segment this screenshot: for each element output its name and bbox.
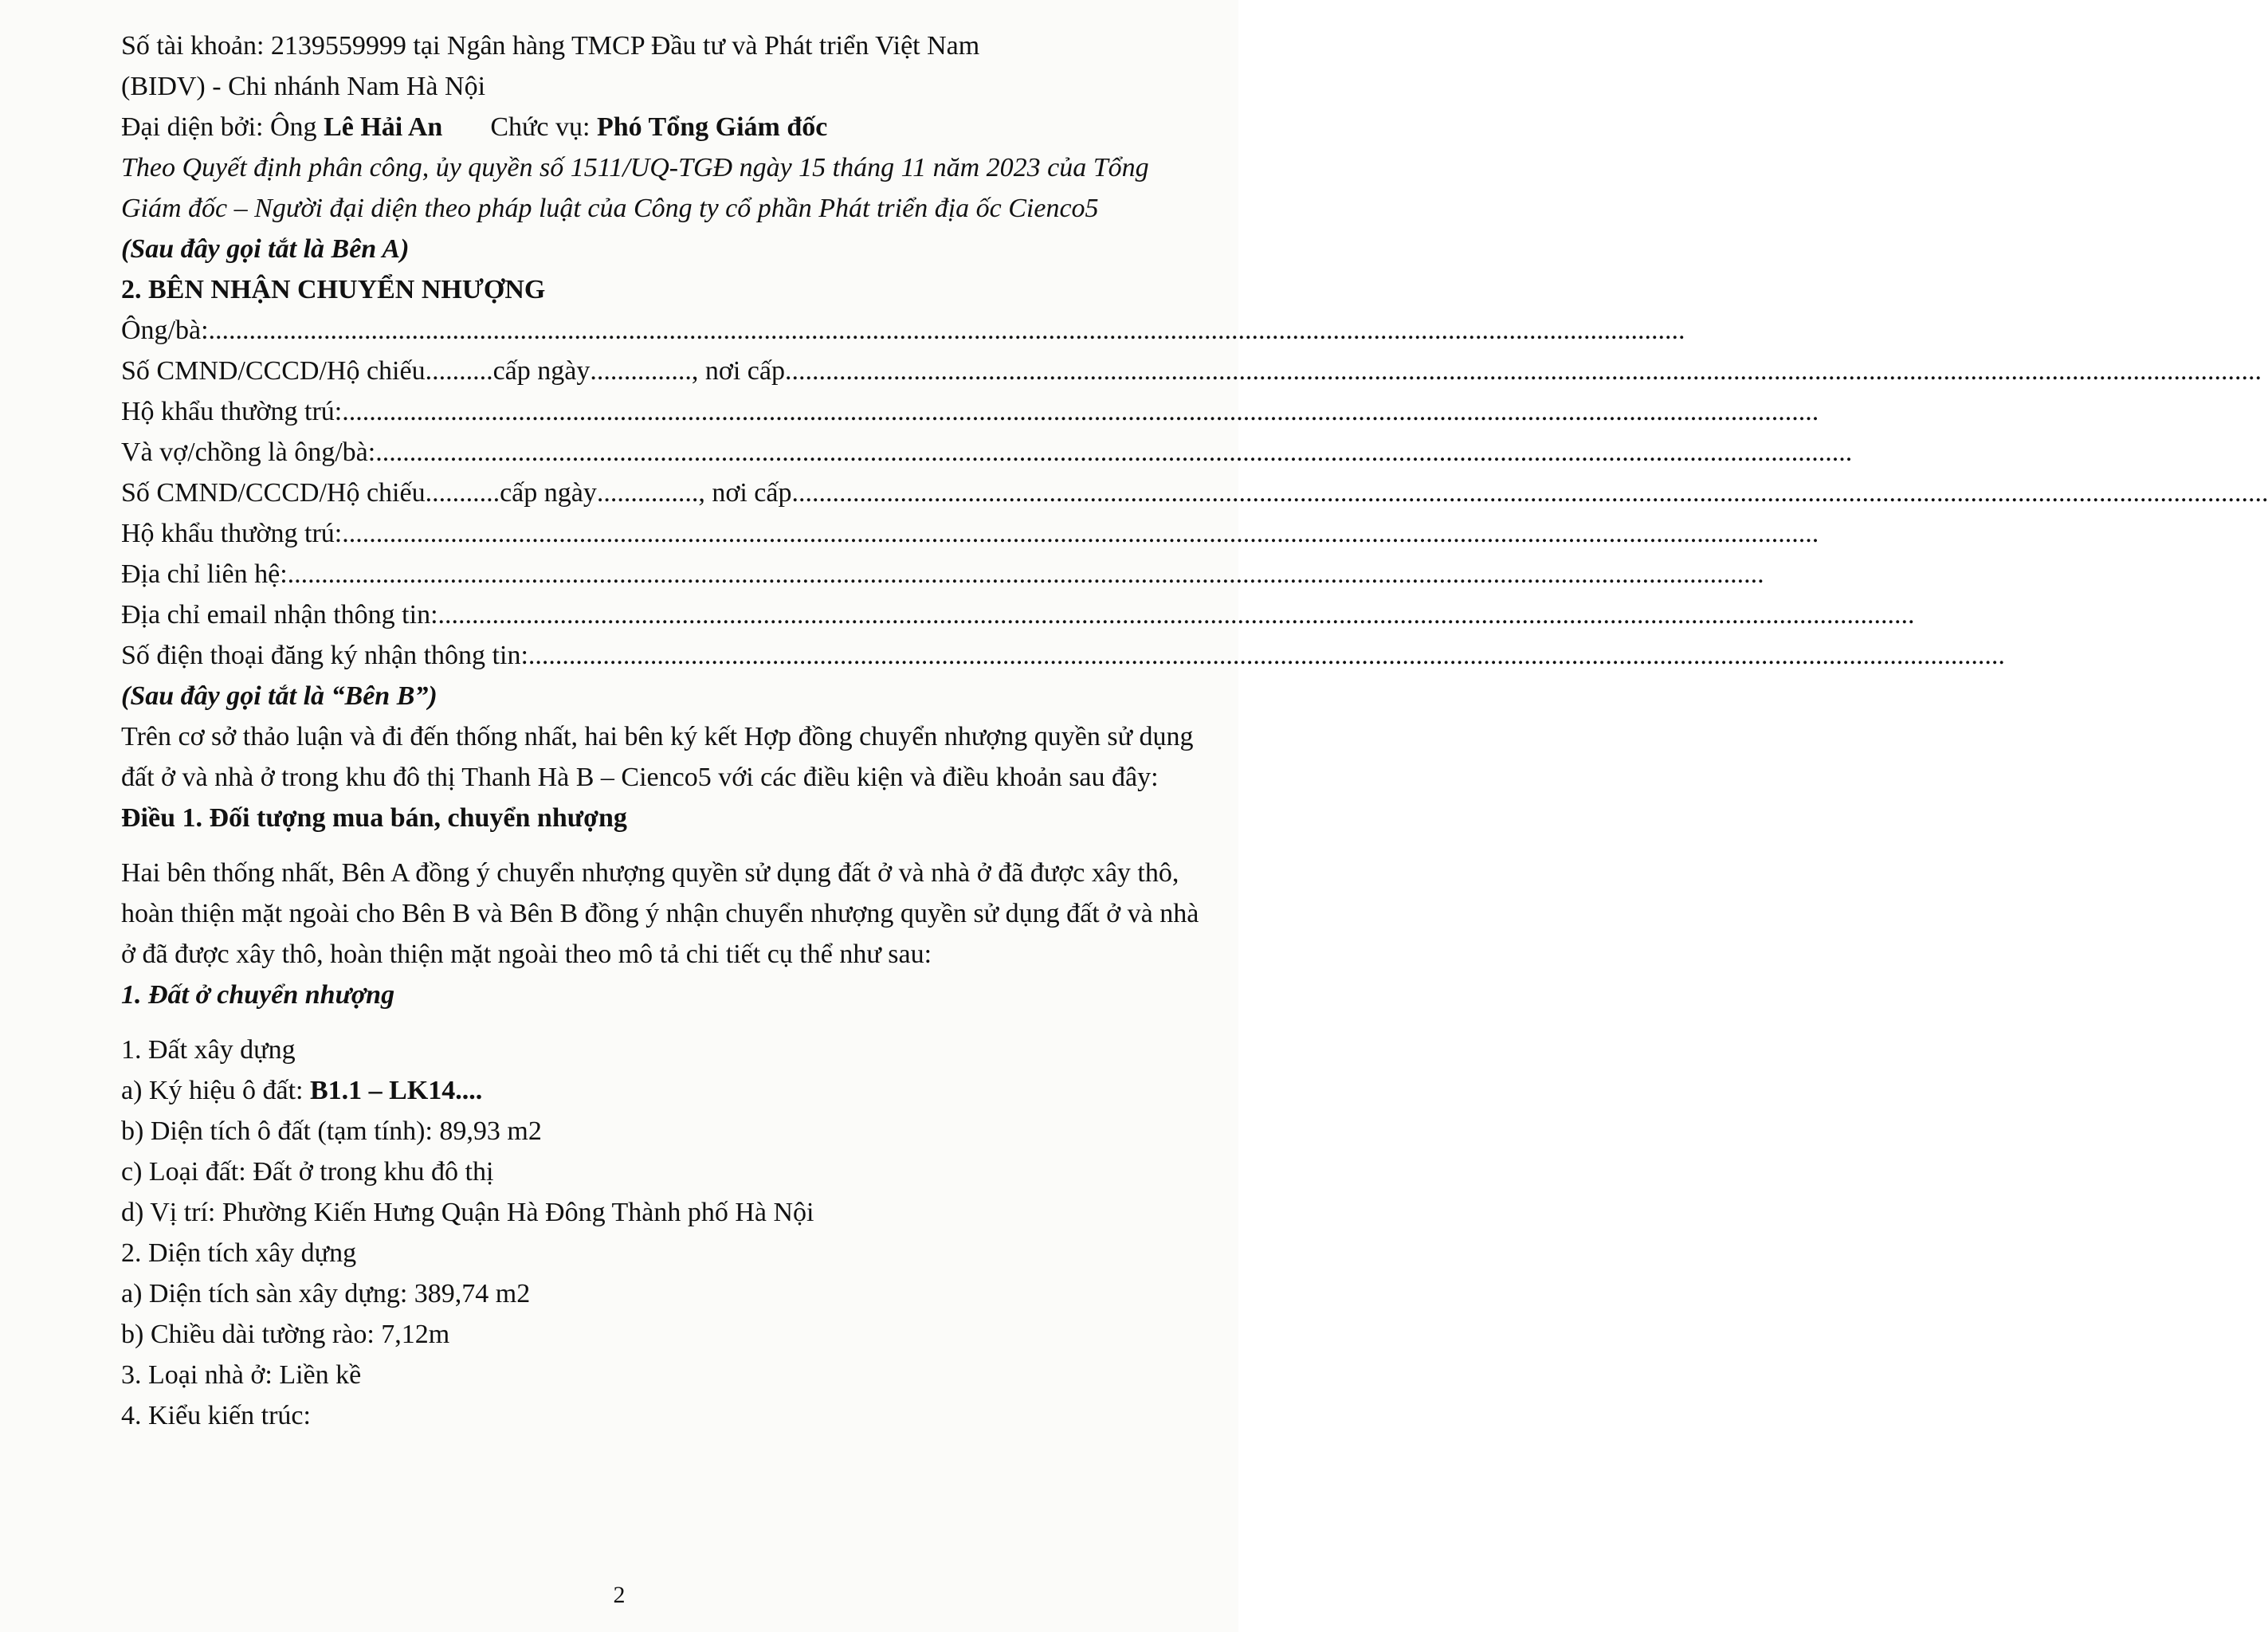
spouse-name-row	[121, 432, 1853, 473]
id-blank[interactable]: ..........	[425, 356, 493, 386]
spouse-issue-place-blank[interactable]: ..........................................................................................................................................................................................................................	[791, 478, 2268, 508]
spouse-label: Và vợ/chồng là ông/bà:	[121, 437, 376, 467]
plot-label: a) Ký hiệu ô đất:	[121, 1076, 310, 1105]
representative-name: Lê Hải An	[324, 112, 443, 142]
email-label: Địa chỉ email nhận thông tin:	[121, 600, 438, 630]
position-label: Chức vụ:	[490, 112, 597, 142]
plot-area: b) Diện tích ô đất (tạm tính): 89,93 m2	[121, 1116, 542, 1146]
issue-place-blank[interactable]: ..........................................................................................................................................................................................................................	[784, 356, 2262, 386]
spouse-residence-label: Hộ khẩu thường trú:	[121, 519, 343, 548]
spouse-issue-date-label: cấp ngày	[500, 478, 597, 508]
land-type: c) Loại đất: Đất ở trong khu đô thị	[121, 1157, 494, 1187]
issue-date-label: cấp ngày	[492, 356, 591, 386]
spouse-issue-place-label: , nơi cấp	[698, 478, 792, 508]
contact-address-row	[121, 554, 1764, 594]
phone-row	[121, 635, 2005, 676]
phone-blank[interactable]: ..........................................................................................................................................................................................................................	[528, 641, 2005, 670]
party-b-residence-row	[121, 391, 1819, 432]
article-1-heading: Điều 1. Đối tượng mua bán, chuyển nhượng	[121, 803, 627, 833]
construction-heading: 2. Diện tích xây dựng	[121, 1238, 357, 1268]
account-line-1: Số tài khoản: 2139559999 tại Ngân hàng TMCP Đầu tư và Phát triển Việt Nam	[121, 31, 980, 61]
residence-label: Hộ khẩu thường trú:	[121, 397, 343, 426]
id-label: Số CMND/CCCD/Hộ chiếu	[121, 356, 426, 386]
issue-date-blank[interactable]: ...............	[590, 356, 692, 386]
representative-label: Đại diện bởi: Ông	[121, 112, 324, 142]
land-section-heading: 1. Đất ở chuyển nhượng	[121, 980, 395, 1010]
spouse-id-row	[121, 473, 2268, 513]
party-b-name-row	[121, 310, 1685, 351]
party-b-heading: 2. BÊN NHẬN CHUYỂN NHƯỢNG	[121, 275, 546, 304]
authorization-text: Theo Quyết định phân công, ủy quyền số 1511/UQ-TGĐ ngày 15 tháng 11 năm 2023 của Tổng Giám đốc – Người đại diện theo pháp luật của Công ty cổ phần Phát triển địa ốc Cienco5	[121, 153, 1149, 223]
plot-symbol-row	[121, 1070, 1205, 1111]
party-b-id-row	[121, 351, 2262, 391]
representative-line	[121, 107, 1205, 147]
spouse-issue-date-blank[interactable]: ...............	[596, 478, 699, 508]
document-body	[121, 26, 2268, 1436]
spouse-blank[interactable]: ..........................................................................................................................................................................................................................	[375, 437, 1853, 467]
house-type: 3. Loại nhà ở: Liền kề	[121, 1360, 362, 1390]
party-b-abbreviation: (Sau đây gọi tắt là “Bên B”)	[121, 681, 438, 711]
plot-location: d) Vị trí: Phường Kiến Hưng Quận Hà Đông Thành phố Hà Nội	[121, 1198, 814, 1227]
name-label: Ông/bà:	[121, 316, 209, 345]
preamble-paragraph: Trên cơ sở thảo luận và đi đến thống nhất, hai bên ký kết Hợp đồng chuyển nhượng quyền sử dụng đất ở và nhà ở trong khu đô thị Thanh Hà B – Cienco5 với các điều kiện và điều khoản sau đây:	[121, 722, 1194, 792]
land-heading: 1. Đất xây dựng	[121, 1035, 296, 1065]
page-number: 2	[613, 1582, 626, 1608]
name-blank[interactable]: ..........................................................................................................................................................................................................................	[208, 316, 1685, 345]
position-value: Phó Tổng Giám đốc	[596, 112, 828, 142]
email-row	[121, 594, 1915, 635]
phone-label: Số điện thoại đăng ký nhận thông tin:	[121, 641, 528, 670]
residence-blank[interactable]: ..........................................................................................................................................................................................................................	[342, 397, 1819, 426]
plot-value: B1.1 – LK14....	[310, 1076, 483, 1105]
spouse-id-label: Số CMND/CCCD/Hộ chiếu	[121, 478, 426, 508]
email-blank[interactable]: ..........................................................................................................................................................................................................................	[438, 600, 1915, 630]
account-line-2: (BIDV) - Chi nhánh Nam Hà Nội	[121, 72, 486, 101]
article-1-intro: Hai bên thống nhất, Bên A đồng ý chuyển nhượng quyền sử dụng đất ở và nhà ở đã được xây thô, hoàn thiện mặt ngoài cho Bên B và Bên B đồng ý nhận chuyển nhượng quyền sử dụng đất ở và nhà ở đã được xây thô, hoàn thiện mặt ngoài theo mô tả chi tiết cụ thể như sau:	[121, 858, 1199, 969]
contact-address-label: Địa chỉ liên hệ:	[121, 559, 288, 589]
party-a-abbreviation: (Sau đây gọi tắt là Bên A)	[121, 234, 410, 264]
contact-address-blank[interactable]: ..........................................................................................................................................................................................................................	[287, 559, 1764, 589]
spouse-residence-row	[121, 513, 1819, 554]
architecture-style: 4. Kiểu kiến trúc:	[121, 1401, 311, 1430]
spouse-residence-blank[interactable]: ..........................................................................................................................................................................................................................	[342, 519, 1819, 548]
fence-length: b) Chiều dài tường rào: 7,12m	[121, 1320, 450, 1349]
floor-area: a) Diện tích sàn xây dựng: 389,74 m2	[121, 1279, 531, 1308]
issue-place-label: , nơi cấp	[691, 356, 785, 386]
spouse-id-blank[interactable]: ...........	[425, 478, 500, 508]
